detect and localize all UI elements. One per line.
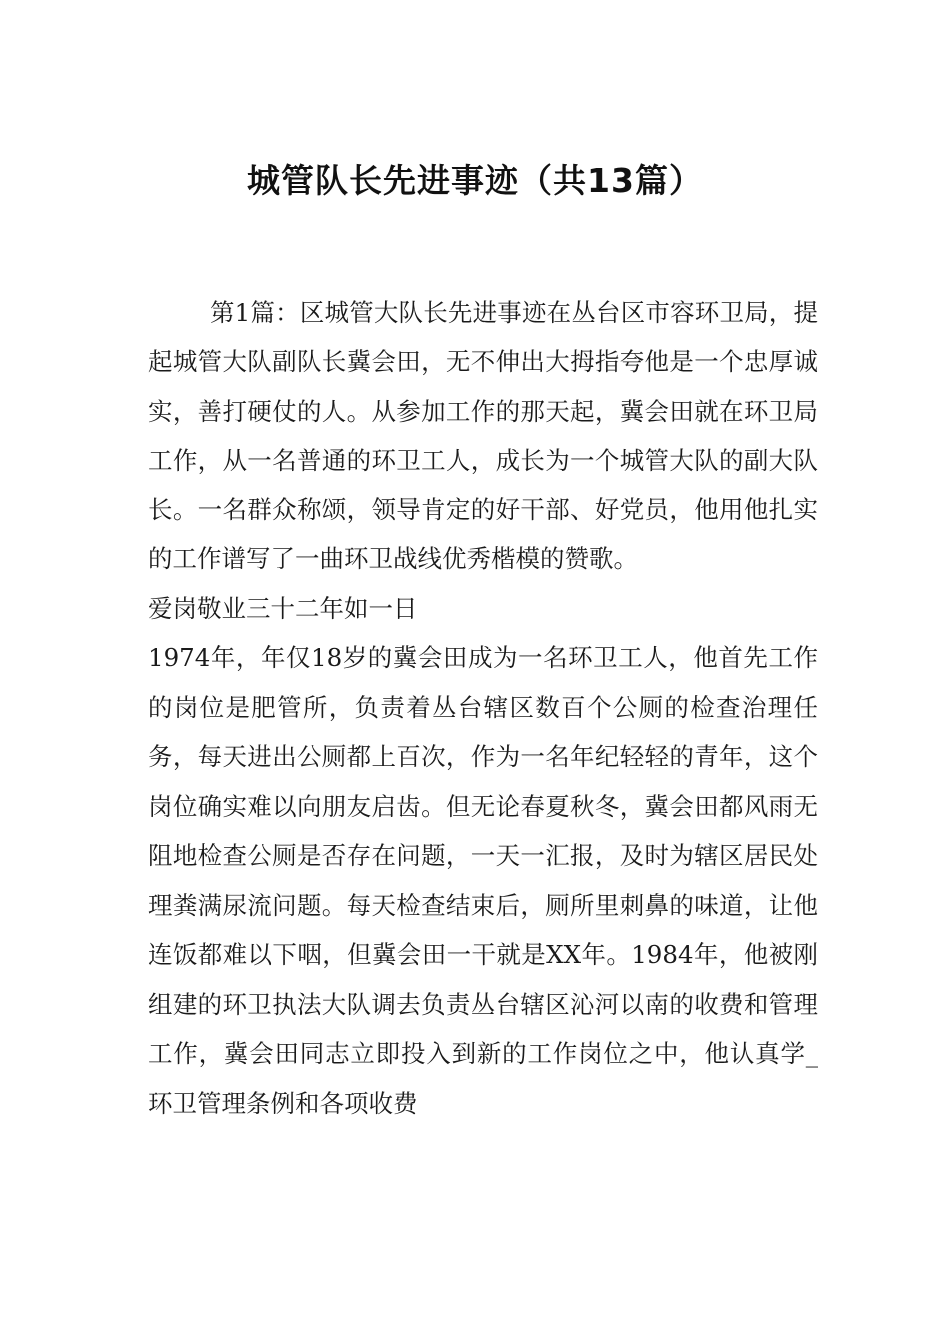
paragraph-intro: 第1篇：区城管大队长先进事迹在丛台区市容环卫局，提起城管大队副队长冀会田，无不伸出大拇指夸他是一个忠厚诚实，善打硬仗的人。从参加工作的那天起，冀会田就在环卫局工作，从一名普通的环卫工人，成长为一个城管大队的副大队长。一名群众称颂，领导肯定的好干部、好党员，他用他扎实的工作谱写了一曲环卫战线优秀楷模的赞歌。 <box>148 298 818 574</box>
document-title: 城管队长先进事迹（共13篇） <box>247 161 703 200</box>
document-body <box>148 288 818 1128</box>
paragraph-main: 1974年，年仅18岁的冀会田成为一名环卫工人，他首先工作的岗位是肥管所，负责着丛台辖区数百个公厕的检查治理任务，每天进出公厕都上百次，作为一名年纪轻轻的青年，这个岗位确实难以向朋友启齿。但无论春夏秋冬，冀会田都风雨无阻地检查公厕是否存在问题，一天一汇报，及时为辖区居民处理粪满尿流问题。每天检查结束后，厕所里刺鼻的味道，让他连饭都难以下咽，但冀会田一干就是XX年。1984年，他被刚组建的环卫执法大队调去负责丛台辖区沁河以南的收费和管理工作，冀会田同志立即投入到新的工作岗位之中，他认真学_环卫管理条例和各项收费 <box>148 643 818 1118</box>
section-heading: 爱岗敬业三十二年如一日 <box>148 593 418 623</box>
